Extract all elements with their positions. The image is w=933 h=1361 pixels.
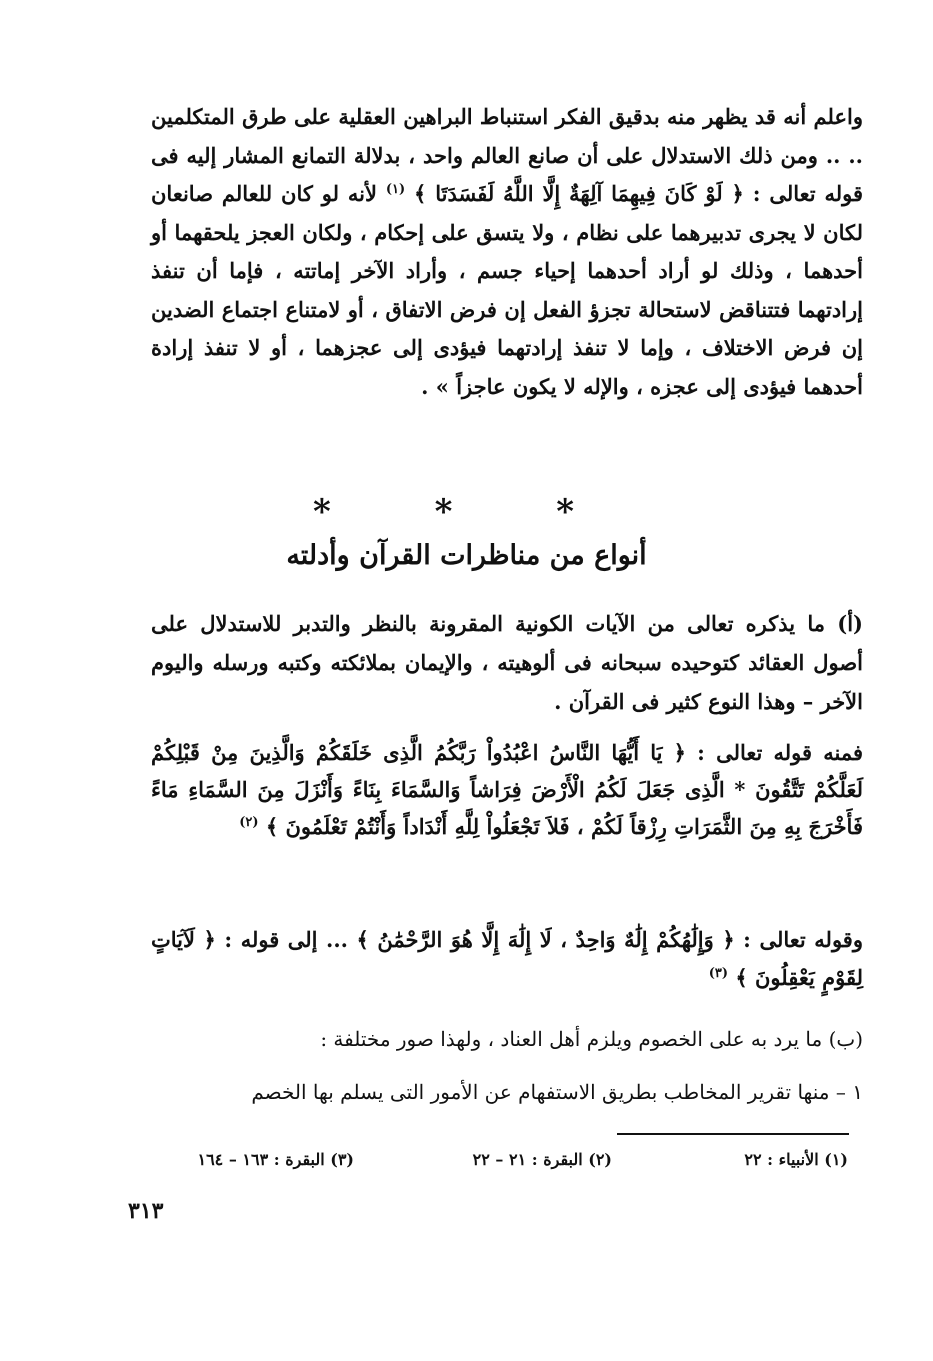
page-number: ٣١٣	[128, 1198, 164, 1224]
footnote-reference: (١)	[385, 182, 406, 197]
paragraph-intro: وقوله تعالى :	[743, 927, 863, 952]
footnote-3: (٣) البقرة : ١٦٣ – ١٦٤	[197, 1150, 354, 1169]
footnote-1: (١) الأنبياء : ٢٢	[744, 1150, 848, 1169]
paragraph-type-b: (ب) ما يرد به على الخصوم ويلزم أهل العناد ، ولهذا صور مختلفة :	[320, 1027, 863, 1051]
paragraph-baqara-verses	[151, 734, 863, 845]
paragraph-middle: ... إلى قوله :	[224, 927, 348, 952]
paragraph-type-a: (أ) ما يذكره تعالى من الآيات الكونية المقرونة بالنظر والتدبر للاستدلال على أصول العقائد كتوحيده سبحانه فى ألوهيته ، والإيمان بملائكته وكتبه ورسله واليوم الآخر – وهذا النوع كثير فى القرآن .	[151, 611, 863, 714]
paragraph-text: واعلم أنه قد يظهر منه بدقيق الفكر استنباط البراهين العقلية على طرق المتكلمين .. .. ومن ذلك الاستدلال على أن صانع العالم واحد ، بدلالة التمانع المشار إليه فى قوله تعالى :	[151, 104, 864, 206]
section-separator: * * *	[312, 492, 620, 532]
footnote-divider	[617, 1133, 849, 1135]
paragraph-intro: فمنه قوله تعالى :	[697, 740, 864, 765]
paragraph-baqara-163	[151, 921, 863, 997]
quran-verse-baqara-164: ﴿ لَآيَاتٍ لِقَوْمٍ يَعْقِلُونَ ﴾	[151, 927, 863, 990]
footnote-reference: (٣)	[708, 966, 729, 981]
footnotes	[148, 1150, 848, 1180]
paragraph-text-continued: لأنه لو كان للعالم صانعان لكان لا يجرى تدبيرهما على نظام ، ولا يتسق على إحكام ، ولكان العجز يلحقهما أو أحدهما ، وذلك لو أراد أحدهما إحياء جسم ، وأراد الآخر إماتته ، فإما أن تنفذ إرادتهما فتتناقض لاستحالة تجزؤ الفعل إن فرض الاتفاق ، أو لامتناع اجتماع الضدين إن فرض الاختلاف ، وإما لا تنفذ إرادتهما فيؤدى إلى عجزهما ، أو لا تنفذ إرادة أحدهما فيؤدى إلى عجزه ، والإله لا يكون عاجزاً » .	[151, 181, 863, 399]
section-heading: أنواع من مناظرات القرآن وأدلته	[286, 540, 647, 571]
footnote-2: (٢) البقرة : ٢١ – ٢٢	[472, 1150, 612, 1169]
quran-verse-baqara-163: ﴿ وَإِلَٰهُكُمْ إِلَٰهٌ وَاحِدٌ ، لَا إِلَٰهَ إِلَّا هُوَ الرَّحْمَٰنُ ﴾	[356, 927, 735, 952]
paragraph-point-1: ١ – منها تقرير المخاطب بطريق الاستفهام عن الأمور التى يسلم بها الخصم	[251, 1080, 863, 1104]
footnote-reference: (٢)	[239, 815, 259, 830]
paragraph-proof-of-unity	[151, 98, 863, 406]
quran-verse-baqara-21-22: ﴿ يَا أَيُّهَا النَّاسُ اعْبُدُواْ رَبَّكُمُ الَّذِى خَلَقَكُمْ وَالَّذِينَ مِنْ قَبْلِكُمْ لَعَلَّكُمْ تَتَّقُونَ * الَّذِى جَعَلَ لَكُمُ الْأَرْضَ فِرَاشاً وَالسَّمَاءَ بِنَاءً وَأَنْزَلَ مِنَ السَّمَاءِ مَاءً فَأَخْرَجَ بِهِ مِنَ الثَّمَرَاتِ رِزْقاً لَكُمْ ، فَلاَ تَجْعَلُواْ لِلَّهِ أَنْدَاداً وَأَنْتُمْ تَعْلَمُونَ ﴾	[151, 740, 863, 839]
quran-verse-anbiya: ﴿ لَوْ كَانَ فِيهِمَا آلِهَةٌ إِلَّا اللَّهُ لَفَسَدَتَا ﴾	[414, 181, 744, 206]
